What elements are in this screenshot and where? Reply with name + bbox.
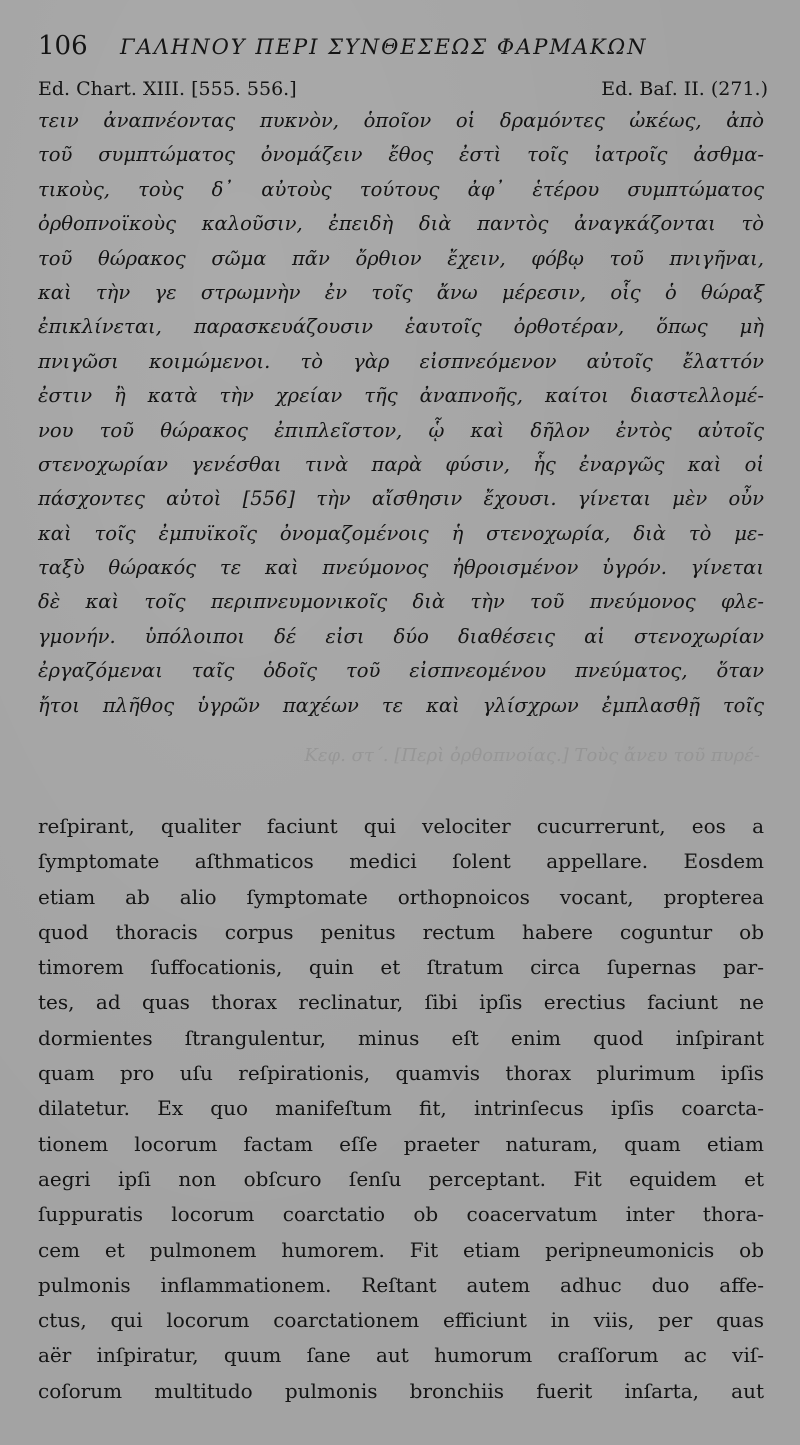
greek-text-line: ἐργαζόμεναι ταῖς ὁδοῖς τοῦ εἰσπνεομένου πνεύματος, ὅταν bbox=[38, 659, 764, 683]
edition-basel: Ed. Baſ. II. (271.) bbox=[601, 78, 768, 100]
page-number: 106 bbox=[38, 31, 88, 61]
latin-text-line: timorem ſuffocationis, quin et ſtratum circa ſupernas par- bbox=[38, 955, 764, 980]
latin-text-line: reſpirant, qualiter faciunt qui velociter cucurrerunt, eos a bbox=[38, 814, 764, 838]
edition-chartier: Ed. Chart. XIII. [555. 556.] bbox=[38, 78, 297, 100]
greek-text-line: τειν ἀναπνέοντας πυκνὸν, ὁποῖον οἱ δραμόντες ὠκέως, ἀπὸ bbox=[38, 109, 764, 132]
greek-text-line: τοῦ θώρακος σῶμα πᾶν ὄρθιον ἔχειν, φόβῳ τοῦ πνιγῆναι, bbox=[38, 246, 764, 270]
greek-text-line: δὲ καὶ τοῖς περιπνευμονικοῖς διὰ τὴν τοῦ πνεύμονος φλε- bbox=[38, 590, 764, 614]
greek-text-line: ὀρθοπνοϊκοὺς καλοῦσιν, ἐπειδὴ διὰ παντὸς ἀναγκάζονται τὸ bbox=[38, 212, 764, 236]
greek-text-line: ἐπικλίνεται, παρασκευάζουσιν ἑαυτοῖς ὀρθοτέραν, ὅπως μὴ bbox=[38, 315, 764, 339]
latin-text-line: ctus, qui locorum coarctationem efficiunt in viis, per quas bbox=[38, 1308, 764, 1333]
greek-text-line: πνιγῶσι κοιμώμενοι. τὸ γὰρ εἰσπνεόμενον αὐτοῖς ἔλαττόν bbox=[38, 349, 764, 373]
greek-text-line: ἐστιν ἢ κατὰ τὴν χρείαν τῆς ἀναπνοῆς, καίτοι διαστελλομέ- bbox=[38, 384, 764, 408]
running-title: ΓΑΛΗΝΟΥ ΠΕΡΙ ΣΥΝΘΕΣΕΩΣ ΦΑΡΜΑΚΩΝ bbox=[120, 35, 648, 59]
greek-text-line: ταξὺ θώρακός τε καὶ πνεύμονος ἠθροισμένον ὑγρόν. γίνεται bbox=[38, 556, 764, 580]
latin-text-line: quod thoracis corpus penitus rectum habere coguntur ob bbox=[38, 919, 764, 944]
latin-text-line: quam pro uſu reſpirationis, quamvis thorax plurimum ipſis bbox=[38, 1061, 764, 1086]
latin-text-line: pulmonis inflammationem. Reſtant autem adhuc duo affe- bbox=[38, 1272, 764, 1297]
latin-text-line: cem et pulmonem humorem. Fit etiam peripneumonicis ob bbox=[38, 1237, 764, 1262]
greek-text-line: στενοχωρίαν γενέσθαι τινὰ παρὰ φύσιν, ἧς ἐναργῶς καὶ οἱ bbox=[38, 452, 764, 476]
latin-text-block bbox=[38, 809, 764, 1409]
greek-text-line: τοῦ συμπτώματος ὀνομάζειν ἔθος ἐστὶ τοῖς ἰατροῖς ἀσθμα- bbox=[38, 143, 764, 167]
latin-text-line: tionem locorum factam eſſe praeter naturam, quam etiam bbox=[38, 1131, 764, 1156]
greek-text-line: πάσχοντες αὐτοὶ [556] τὴν αἴσθησιν ἔχουσι. γίνεται μὲν οὖν bbox=[38, 487, 764, 511]
latin-text-line: coſorum multitudo pulmonis bronchiis fuerit inſarta, aut bbox=[38, 1378, 764, 1403]
running-head bbox=[38, 28, 768, 65]
greek-text-line: ἤτοι πλῆθος ὑγρῶν παχέων τε καὶ γλίσχρων ἐμπλασθῇ τοῖς bbox=[38, 693, 764, 717]
latin-text-line: aegri ipſi non obſcuro ſenſu perceptant. Fit equidem et bbox=[38, 1166, 764, 1191]
greek-text-line: νου τοῦ θώρακος ἐπιπλεῖστον, ᾧ καὶ δῆλον ἐντὸς αὐτοῖς bbox=[38, 418, 764, 442]
greek-text-block bbox=[38, 104, 764, 723]
latin-text-line: tes, ad quas thorax reclinatur, ſibi ipſis erectius faciunt ne bbox=[38, 990, 764, 1015]
latin-text-line: dilatetur. Ex quo manifeſtum fit, intrinſecus ipſis coarcta- bbox=[38, 1096, 764, 1121]
latin-text-line: ſuppuratis locorum coarctatio ob coacervatum inter thora- bbox=[38, 1202, 764, 1227]
greek-text-line: τικοὺς, τοὺς δ᾽ αὐτοὺς τούτους ἀφ᾽ ἑτέρου συμπτώματος bbox=[38, 177, 764, 201]
edition-reference-line bbox=[38, 74, 768, 104]
latin-text-line: aër inſpiratur, quum ſane aut humorum craſſorum ac viſ- bbox=[38, 1343, 764, 1368]
greek-text-line: γμονήν. ὑπόλοιποι δέ εἰσι δύο διαθέσεις αἱ στενοχωρίαν bbox=[38, 624, 764, 648]
latin-text-line: dormientes ſtrangulentur, minus eſt enim quod inſpirant bbox=[38, 1025, 764, 1050]
latin-text-line: etiam ab alio ſymptomate orthopnoicos vocant, propterea bbox=[38, 884, 764, 909]
faded-show-through-text: Κεφ. στ΄. [Περὶ ὀρθοπνοίας.] Τοὺς ἄνευ τοῦ πυρέ- bbox=[304, 745, 760, 766]
latin-text-line: ſymptomate aſthmaticos medici ſolent appellare. Eosdem bbox=[38, 849, 764, 874]
greek-text-line: καὶ τὴν γε στρωμνὴν ἐν τοῖς ἄνω μέρεσιν, οἷς ὁ θώραξ bbox=[38, 280, 764, 304]
greek-text-line: καὶ τοῖς ἐμπυϊκοῖς ὀνομαζομένοις ἡ στενοχωρία, διὰ τὸ με- bbox=[38, 521, 764, 545]
